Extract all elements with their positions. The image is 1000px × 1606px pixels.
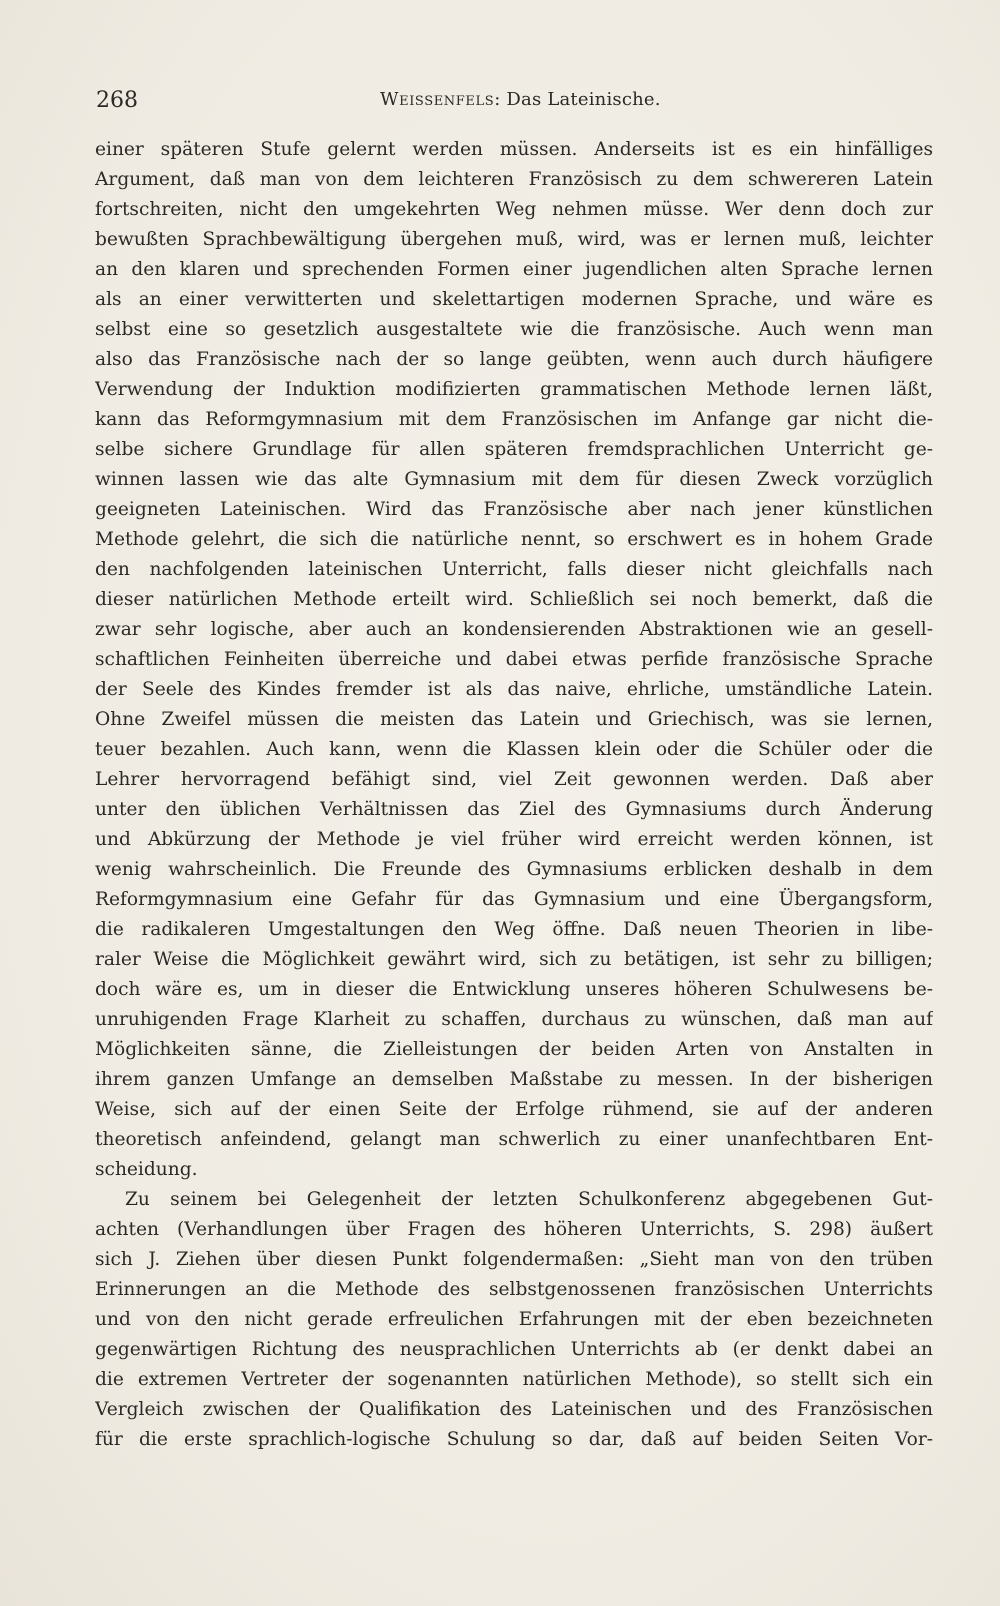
text-line: Verwendung der Induktion modifizierten grammatischen Methode lernen läßt, [95, 379, 933, 400]
text-line: zwar sehr logische, aber auch an kondensierenden Abstraktionen wie an gesell- [95, 619, 933, 640]
text-line: unter den üblichen Verhältnissen das Ziel des Gymnasiums durch Änderung [95, 799, 933, 820]
text-line: schaftlichen Feinheiten überreiche und dabei etwas perfide französische Sprache [95, 649, 933, 670]
text-line: Weise, sich auf der einen Seite der Erfolge rühmend, sie auf der anderen [95, 1099, 933, 1120]
text-line: als an einer verwitterten und skelettartigen modernen Sprache, und wäre es [95, 289, 933, 310]
text-line: für die erste sprachlich-logische Schulung so dar, daß auf beiden Seiten Vor- [95, 1429, 933, 1450]
text-line: und Abkürzung der Methode je viel früher wird erreicht werden können, ist [95, 829, 933, 850]
text-line: der Seele des Kindes fremder ist als das naive, ehrliche, umständliche Latein. [95, 679, 933, 700]
paragraph-start-line: Zu seinem bei Gelegenheit der letzten Schulkonferenz abgegebenen Gut- [125, 1189, 933, 1210]
text-line: Argument, daß man von dem leichteren Französisch zu dem schwereren Latein [95, 169, 933, 190]
text-line: dieser natürlichen Methode erteilt wird. Schließlich sei noch bemerkt, daß die [95, 589, 933, 610]
text-line: Möglichkeiten sänne, die Zielleistungen der beiden Arten von Anstalten in [95, 1039, 933, 1060]
text-line: winnen lassen wie das alte Gymnasium mit dem für diesen Zweck vorzüglich [95, 469, 933, 490]
paragraph-end-line: scheidung. [95, 1159, 198, 1180]
text-line: an den klaren und sprechenden Formen einer jugendlichen alten Sprache lernen [95, 259, 933, 280]
text-line: Ohne Zweifel müssen die meisten das Latein und Griechisch, was sie lernen, [95, 709, 933, 730]
text-line: Erinnerungen an die Methode des selbstgenossenen französischen Unterrichts [95, 1279, 933, 1300]
running-title-text: : Das Lateinische. [494, 89, 661, 110]
text-line: selbe sichere Grundlage für allen späteren fremdsprachlichen Unterricht ge- [95, 439, 933, 460]
body-text [95, 135, 933, 1455]
text-line: sich J. Ziehen über diesen Punkt folgendermaßen: „Sieht man von den trüben [95, 1249, 933, 1270]
running-title [380, 89, 661, 110]
text-line: geeigneten Lateinischen. Wird das Französische aber nach jener künstlichen [95, 499, 933, 520]
text-line: teuer bezahlen. Auch kann, wenn die Klassen klein oder die Schüler oder die [95, 739, 933, 760]
text-line: fortschreiten, nicht den umgekehrten Weg nehmen müsse. Wer denn doch zur [95, 199, 933, 220]
text-line: Vergleich zwischen der Qualifikation des Lateinischen und des Französischen [95, 1399, 933, 1420]
page-number: 268 [96, 88, 138, 113]
text-line: die radikaleren Umgestaltungen den Weg öffne. Daß neuen Theorien in libe- [95, 919, 933, 940]
text-line: Reformgymnasium eine Gefahr für das Gymnasium und eine Übergangsform, [95, 889, 933, 910]
text-line: den nachfolgenden lateinischen Unterricht, falls dieser nicht gleichfalls nach [95, 559, 933, 580]
text-line: unruhigenden Frage Klarheit zu schaffen, durchaus zu wünschen, daß man auf [95, 1009, 933, 1030]
running-title-author: Weissenfels [380, 89, 495, 110]
text-line: kann das Reformgymnasium mit dem Französischen im Anfange gar nicht die- [95, 409, 933, 430]
text-line: Methode gelehrt, die sich die natürliche nennt, so erschwert es in hohem Grade [95, 529, 933, 550]
text-line: gegenwärtigen Richtung des neusprachlichen Unterrichts ab (er denkt dabei an [95, 1339, 933, 1360]
text-line: einer späteren Stufe gelernt werden müssen. Anderseits ist es ein hinfälliges [95, 139, 933, 160]
text-line: bewußten Sprachbewältigung übergehen muß, wird, was er lernen muß, leichter [95, 229, 933, 250]
text-line: wenig wahrscheinlich. Die Freunde des Gymnasiums erblicken deshalb in dem [95, 859, 933, 880]
text-line: achten (Verhandlungen über Fragen des höheren Unterrichts, S. 298) äußert [95, 1219, 933, 1240]
text-line: Lehrer hervorragend befähigt sind, viel Zeit gewonnen werden. Daß aber [95, 769, 933, 790]
text-line: raler Weise die Möglichkeit gewährt wird, sich zu betätigen, ist sehr zu billigen; [95, 949, 933, 970]
text-line: und von den nicht gerade erfreulichen Erfahrungen mit der eben bezeichneten [95, 1309, 933, 1330]
running-header [96, 86, 936, 120]
text-line: ihrem ganzen Umfange an demselben Maßstabe zu messen. In der bisherigen [95, 1069, 933, 1090]
text-line: die extremen Vertreter der sogenannten natürlichen Methode), so stellt sich ein [95, 1369, 933, 1390]
text-line: selbst eine so gesetzlich ausgestaltete wie die französische. Auch wenn man [95, 319, 933, 340]
text-line: theoretisch anfeindend, gelangt man schwerlich zu einer unanfechtbaren Ent- [95, 1129, 933, 1150]
text-line: doch wäre es, um in dieser die Entwicklung unseres höheren Schulwesens be- [95, 979, 933, 1000]
text-line: also das Französische nach der so lange geübten, wenn auch durch häufigere [95, 349, 933, 370]
